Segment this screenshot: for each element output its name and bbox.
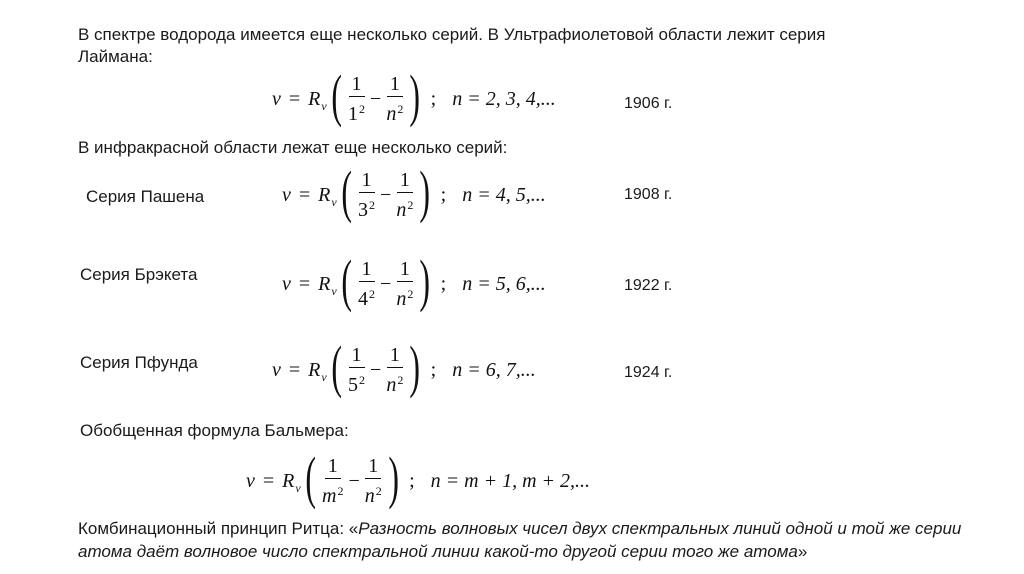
- intro-line-1: В спектре водорода имеется еще несколько серий. В Ультрафиолетовой области лежит серия: [78, 25, 826, 44]
- year-paschen: 1908 г.: [624, 186, 673, 203]
- intro-line-2: Лаймана:: [78, 47, 153, 66]
- formula-brackett: ν = R ν ( $\frac{1}{4^2}$ − $\frac{1}{n^2}$ ) ; n = 5, 6,...: [282, 248, 546, 313]
- nu-symbol: ν: [272, 87, 281, 110]
- ritz-line-1: Комбинационный принцип Ритца: «Разность волновых чисел двух спектральных линий одной и той же серии: [78, 519, 962, 538]
- balmer-label: Обобщенная формула Бальмера:: [80, 421, 349, 440]
- formula-lyman: ν = R ν ( $\frac{1}{1^2}$ − $\frac{1}{n^2}$ ) ; n = 2, 3, 4,...: [272, 63, 556, 128]
- n-range: n = 2, 3, 4,...: [452, 87, 556, 110]
- formula-paschen: ν = R ν ( $\frac{1}{3^2}$ − $\frac{1}{n^2}$ ) ; n = 4, 5,...: [282, 159, 546, 224]
- ritz-line-2: атома даёт волновое число спектральной линии какой-то другой серии того же атома»: [78, 542, 808, 561]
- formula-pfund: ν = R ν ( $\frac{1}{5^2}$ − $\frac{1}{n^2}$ ) ; n = 6, 7,...: [272, 334, 536, 399]
- year-pfund: 1924 г.: [624, 364, 673, 381]
- series-label-pfund: Серия Пфунда: [80, 353, 198, 372]
- infrared-text: В инфракрасной области лежат еще несколько серий:: [78, 138, 508, 157]
- series-label-brackett: Серия Брэкета: [80, 265, 198, 284]
- formula-balmer: ν = R ν ( $\frac{1}{m^2}$ − $\frac{1}{n^2}$ ) ; n = m + 1, m + 2,...: [246, 445, 591, 510]
- year-brackett: 1922 г.: [624, 277, 673, 294]
- year-lyman: 1906 г.: [624, 95, 673, 112]
- series-label-paschen: Серия Пашена: [86, 187, 205, 206]
